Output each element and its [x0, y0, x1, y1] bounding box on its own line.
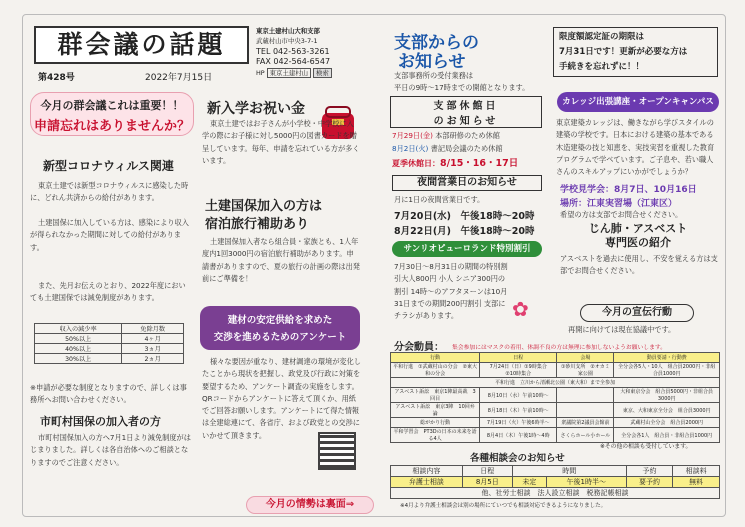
summer-holiday: 夏季休館日：8/15・16・17日: [392, 158, 519, 169]
org-tel: TEL 042-563-3261: [256, 46, 330, 56]
table-header: 行動: [391, 353, 480, 363]
table-row: 平和行進 立川から清瀬北公園（東大和）まで全参加: [391, 378, 720, 388]
kyukan-title-1: 支部休館日: [433, 101, 499, 112]
footer-banner[interactable]: 今月の情勢は裏面⇒: [246, 496, 374, 514]
kyukan-row-2: 8月2日(火) 書記局会議のため休館: [392, 144, 503, 153]
yakan-sub: 月に1日の夜間営業日です。: [394, 195, 485, 204]
ryokou-paragraph: 土建国保加入者なら組合員・家族とも、1人年度内1回3000円の宿泊旅行補助があります。申請書がありますので、夏の旅行の計画の際は出発前にご準備を！: [202, 237, 360, 283]
anketo-paragraph: 様々な要因が重なり、建材調達の環境が変化したことから現状を把握し、政党及び行政に対策を要望するため、アンケート調査の実施をします。QRコードからアンケートに答えて頂くか、用紙でご回答お願いします。アンケートにて得た情報は全建総連にて、各省庁、および政党との交渉にいかせて頂きます。: [202, 357, 361, 440]
sanrio-paragraph: 7月30日～8月31日の期間の特別割引大人800円 小人 シニア300円の割引 14時～のアフタヌーンは10月31日までの期間200円割引 支部にチラシがあります。: [394, 262, 508, 321]
nyugaku-paragraph: 東京土建ではお子さんが小学校・中学校に入学の際にお子様に対し5000円の図書カードを贈呈しています。毎年、申請を忘れている方が多くいます。: [202, 119, 360, 165]
reduction-table: [34, 323, 184, 364]
table-header: 日程: [462, 466, 512, 477]
bunkai-table: [390, 352, 720, 443]
soudan-title: 各種相談会のお知らせ: [470, 453, 565, 464]
table-row: アスベスト訴訟 東京1陣最高裁 3回目 8月10日（水）午前10時～ 大和東京分会 組合員5000円・非組合員3000円: [391, 388, 720, 403]
college-paragraph: 東京建築カレッジは、働きながら学びスタイルの建築の学校です。日本における建築の基本である木造建築の技と知恵を、実技実習を重視した教育プログラムで学べています。ご子息や、若い職人さんのスキルアップにいかがでしょうか？: [556, 118, 715, 177]
org-fax: FAX 042-564-6547: [256, 57, 331, 67]
kyukan-row-1: 7月29日(金) 本部研修のため休館: [392, 131, 500, 140]
covid-paragraph-2: 土建国保に加入している方は、感染により収入が得られなかった期間に対しての給付があります。: [30, 218, 189, 252]
covid-paragraph-1: 東京土建では新型コロナウィルスに感染した時に、どれん共済からの給付があります。: [30, 181, 189, 203]
jinpai-header: [560, 222, 716, 250]
kyukan-box: [390, 96, 542, 128]
covid-title: 新型コロナウィルス関連: [43, 159, 174, 173]
shibu-title-1: 支部からの: [394, 33, 479, 53]
senden-paragraph: 再開に向けては現在協議中です。: [568, 325, 676, 334]
headline-2: 申請忘れはありませんか？: [33, 119, 190, 134]
bunkai-title: 分会動員：: [394, 342, 444, 353]
table-row: アスベスト訴訟 東京3陣 10回弁論 8月18日（木）午前10時～ 東京、大和東京全分会 組合員3000円: [391, 403, 720, 418]
search-button[interactable]: 検索: [313, 68, 332, 78]
table-row: 総がかり行動 7月19日（火）午後6時半～ 衆議院第2議員会館前 武蔵村山全分会 組合員2000円: [391, 418, 720, 428]
kyukan-title-2: のお知らせ: [433, 116, 499, 127]
table-header: 日程: [480, 353, 557, 363]
banner-line-1: 建材の安定供給を求めた: [227, 315, 333, 326]
jinpai-paragraph: アスベストを過去に使用し、不安を覚える方は支部でお問合せください。: [560, 254, 718, 276]
issue-date: 2022年7月15日: [145, 73, 213, 83]
table-header: 時間: [512, 466, 626, 477]
table-header: 相談内容: [391, 466, 463, 477]
flower-icon: ✿: [512, 297, 529, 321]
table-row: 他、社労士相談 法人設立相談 税務記帳相談: [391, 488, 720, 499]
gakken-dates: 学校見学会：8月7日、10月16日: [560, 185, 697, 195]
covid-paragraph-3: また、先月お伝えのとおり、2022年度においても土建国保では減免制度があります。: [30, 281, 186, 303]
table-row: 40%以上 3ヵ月: [35, 344, 184, 354]
yakan-box: 夜間営業日のお知らせ: [392, 175, 542, 191]
nyugaku-title: 新入学お祝い金: [207, 101, 305, 117]
org-name: 東京土建村山大和支部: [256, 27, 320, 35]
gendo-line-2: 7月31日です！更新が必要な方は: [559, 47, 688, 57]
shibu-title-2: お知らせ: [398, 52, 466, 72]
hp-label: HP: [256, 68, 265, 77]
basho: 場所：江東実習場（江東区）: [560, 199, 678, 209]
kokuho-title: 市町村国保の加入者の方: [40, 415, 161, 428]
banner-line-2: 交渉を進めるためのアンケート: [213, 332, 347, 343]
yakan-row-1: 7月20日(水) 午後18時～20時: [394, 211, 535, 222]
table-row: 弁護士相談 8月5日 未定 午後1時半～ 要予約 無料: [391, 477, 720, 488]
contact-box: [252, 26, 356, 84]
soudan-note: ※4月より弁護士相談会は別の場所にていつでも相談対応できるようになりました。: [400, 503, 607, 509]
headline-banner: [30, 92, 194, 136]
table-header: 予約: [626, 466, 673, 477]
bunkai-footer: ※その他の相談も受付しています。: [600, 444, 692, 450]
table-header: 動員要請・行動費: [614, 353, 720, 363]
table-row: 30%以上 2ヵ月: [35, 354, 184, 364]
newsletter-title: 群会議の話題: [34, 26, 249, 64]
college-note: 希望の方は支部でお問合せください。: [560, 210, 683, 219]
gendo-line-1: 限度額認定証の期限は: [559, 32, 645, 42]
issue-number: 第428号: [38, 73, 75, 83]
headline-1: 今月の群会議これは重要！！: [40, 99, 184, 112]
jinpai-title-2: 専門医の紹介: [605, 236, 671, 249]
ryokou-title-2: 宿泊旅行補助あり: [205, 217, 310, 232]
anketo-banner: [200, 306, 360, 350]
table-header: 収入の減少率: [35, 324, 122, 334]
ryokou-title-1: 土建国保加入の方は: [205, 199, 323, 214]
table-header: 免除月数: [122, 324, 184, 334]
table-header: 相談料: [673, 466, 720, 477]
table-note: ※申請が必要な制度となりますので、詳しくは事務所へお問い合わせください。: [30, 383, 187, 405]
yakan-row-2: 8月22日(月) 午後18時～20時: [394, 226, 535, 237]
org-address: 武蔵村山市中央3-7-1: [256, 37, 318, 46]
gendo-box: [553, 27, 718, 77]
table-row: 平和学習会 PT3Dの日本の未来を語る4人 8月4日（木）午後1時～4時 さくらホール小ホール 全分会各1人 組合員・非組合員1000円: [391, 428, 720, 443]
sanrio-banner: サンリオピューロランド特別割引: [392, 241, 542, 257]
bunkai-note: 集会参加にはマスクの着用、体調不良の方は無理に参加しないようお願いします。: [452, 345, 667, 351]
soudan-table: [390, 465, 720, 499]
office-hours: 平日の9時～17時までの開館となります。: [394, 83, 530, 92]
college-banner: カレッジ出張講座・オープンキャンパス: [557, 92, 719, 112]
search-bar[interactable]: [256, 68, 356, 78]
qr-code-icon[interactable]: [318, 432, 356, 470]
jinpai-title-1: じん肺・アスベスト: [588, 222, 688, 235]
gendo-line-3: 手続きを忘れずに！！: [559, 62, 645, 72]
table-row: 50%以上 4ヶ月: [35, 334, 184, 344]
senden-box: 今月の宣伝行動: [580, 304, 694, 322]
search-text[interactable]: 東京土建村山: [267, 68, 311, 78]
kokuho-paragraph: 市町村国保加入の方へ7月1日より減免制度がはじまりました。詳しくは各自治体へのご相談となりますのでご注意ください。: [30, 433, 191, 467]
office-hours-label: 支部事務所の受付業務は: [394, 71, 474, 80]
table-header: 会場: [557, 353, 614, 363]
table-row: 平和行進 ①武蔵村山の分会 ②東大和の分会 7月24日（日）①9時集合 ②10時集合 ①砂川支所 ②オカミ家公園 全分会各5人・10人 組合員2000円・非組合員1000円: [391, 363, 720, 378]
